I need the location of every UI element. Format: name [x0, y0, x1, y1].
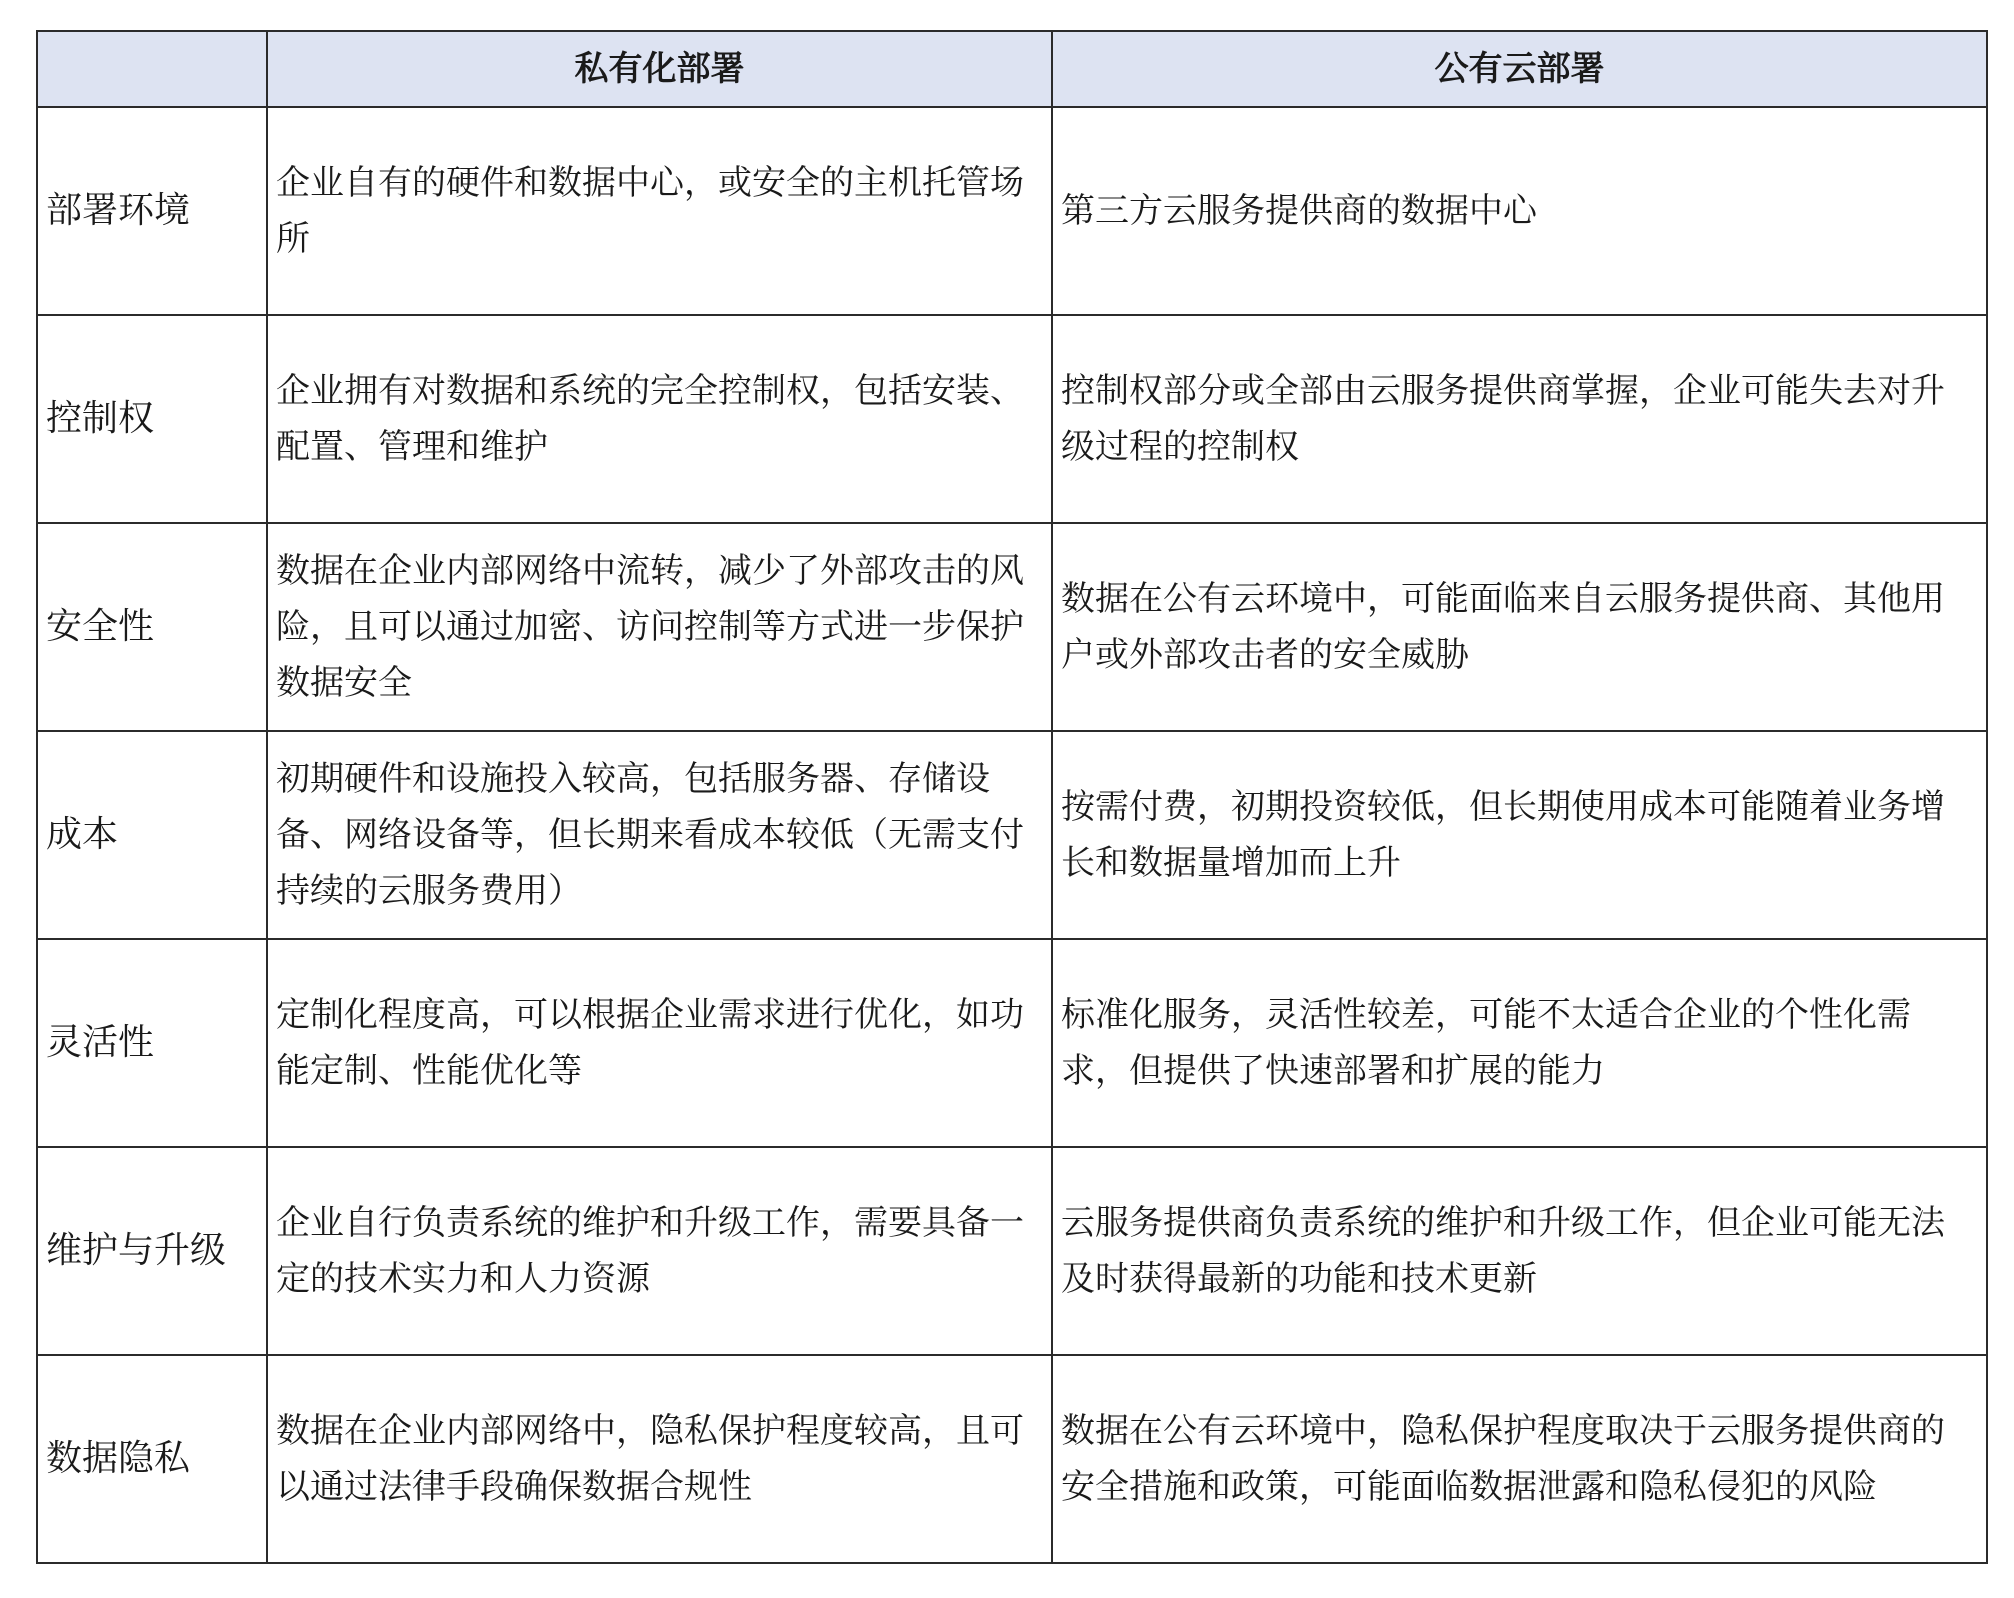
- header-public-cloud-deployment: 公有云部署: [1052, 31, 1987, 107]
- public-cell: 云服务提供商负责系统的维护和升级工作，但企业可能无法及时获得最新的功能和技术更新: [1052, 1147, 1987, 1355]
- private-cell: 企业拥有对数据和系统的完全控制权，包括安装、配置、管理和维护: [267, 315, 1052, 523]
- header-row: [37, 31, 1987, 107]
- row-label: 成本: [37, 731, 267, 939]
- public-cell: 第三方云服务提供商的数据中心: [1052, 107, 1987, 315]
- private-cell: 数据在企业内部网络中流转，减少了外部攻击的风险，且可以通过加密、访问控制等方式进一步保护数据安全: [267, 523, 1052, 731]
- table-header: [37, 31, 1987, 107]
- table-row: [37, 107, 1987, 315]
- private-cell: 数据在企业内部网络中，隐私保护程度较高，且可以通过法律手段确保数据合规性: [267, 1355, 1052, 1563]
- table-body: [37, 107, 1987, 1563]
- table-row: [37, 1147, 1987, 1355]
- header-private-deployment: 私有化部署: [267, 31, 1052, 107]
- public-cell: 按需付费，初期投资较低，但长期使用成本可能随着业务增长和数据量增加而上升: [1052, 731, 1987, 939]
- public-cell: 控制权部分或全部由云服务提供商掌握，企业可能失去对升级过程的控制权: [1052, 315, 1987, 523]
- row-label: 数据隐私: [37, 1355, 267, 1563]
- row-label: 部署环境: [37, 107, 267, 315]
- table-row: [37, 1355, 1987, 1563]
- row-label: 安全性: [37, 523, 267, 731]
- row-label: 灵活性: [37, 939, 267, 1147]
- private-cell: 初期硬件和设施投入较高，包括服务器、存储设备、网络设备等，但长期来看成本较低（无需支付持续的云服务费用）: [267, 731, 1052, 939]
- comparison-table-container: [36, 30, 1986, 1564]
- public-cell: 标准化服务，灵活性较差，可能不太适合企业的个性化需求，但提供了快速部署和扩展的能力: [1052, 939, 1987, 1147]
- comparison-table: [36, 30, 1988, 1564]
- private-cell: 企业自行负责系统的维护和升级工作，需要具备一定的技术实力和人力资源: [267, 1147, 1052, 1355]
- table-row: [37, 315, 1987, 523]
- private-cell: 定制化程度高，可以根据企业需求进行优化，如功能定制、性能优化等: [267, 939, 1052, 1147]
- table-row: [37, 731, 1987, 939]
- table-row: [37, 523, 1987, 731]
- private-cell: 企业自有的硬件和数据中心，或安全的主机托管场所: [267, 107, 1052, 315]
- header-corner-cell: [37, 31, 267, 107]
- public-cell: 数据在公有云环境中，可能面临来自云服务提供商、其他用户或外部攻击者的安全威胁: [1052, 523, 1987, 731]
- row-label: 控制权: [37, 315, 267, 523]
- row-label: 维护与升级: [37, 1147, 267, 1355]
- table-row: [37, 939, 1987, 1147]
- public-cell: 数据在公有云环境中，隐私保护程度取决于云服务提供商的安全措施和政策，可能面临数据泄露和隐私侵犯的风险: [1052, 1355, 1987, 1563]
